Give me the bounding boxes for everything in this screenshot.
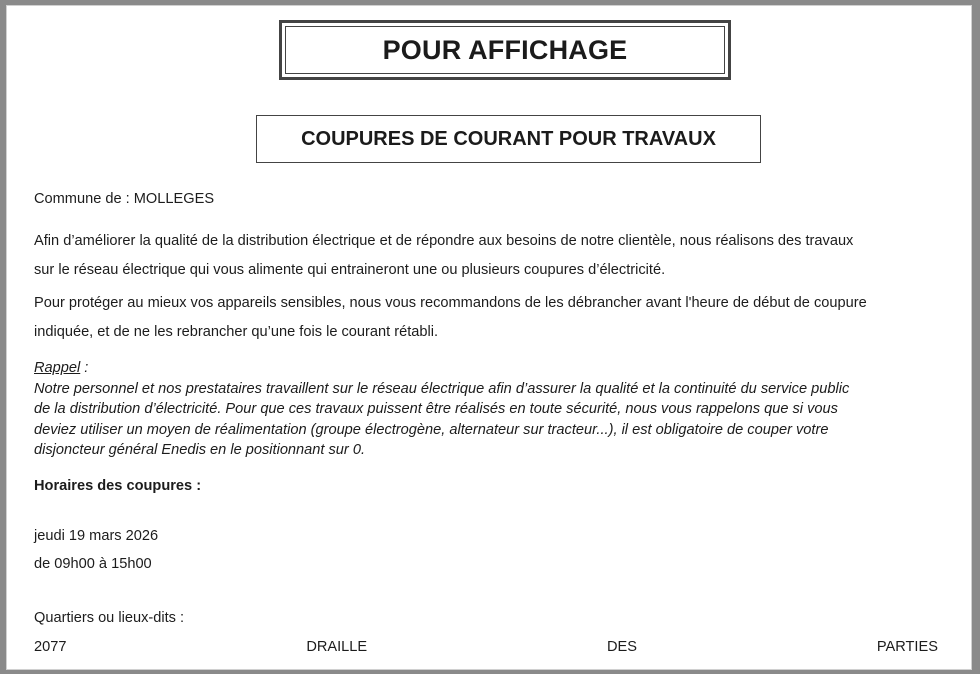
- subtitle-title: COUPURES DE COURANT POUR TRAVAUX: [301, 127, 716, 150]
- schedule-time: de 09h00 à 15h00: [34, 556, 152, 572]
- reminder-line-1: Notre personnel et nos prestataires travaillent sur le réseau électrique afin d’assurer la qualité et la continuité du service public: [34, 380, 850, 397]
- place-word: DES: [607, 639, 638, 655]
- schedule-date: jeudi 19 mars 2026: [34, 528, 159, 544]
- intro-paragraph: [34, 227, 946, 285]
- schedule-heading: Horaires des coupures :: [34, 478, 202, 494]
- banner-title: POUR AFFICHAGE: [382, 34, 628, 65]
- reminder-colon: :: [80, 360, 89, 376]
- reminder-line-4: disjoncteur général Enedis en le positionnant sur 0.: [34, 442, 366, 458]
- place-word: DRAILLE: [306, 639, 368, 655]
- reminder-block: [34, 358, 946, 461]
- intro-line-1: Afin d’améliorer la qualité de la distribution électrique et de répondre aux besoins de notre clientèle, nous réalisons des travaux: [34, 233, 854, 249]
- reminder-line-2: de la distribution d’électricité. Pour que ces travaux puissent être réalisés en toute sécurité, nous vous rappelons que si vous: [34, 401, 838, 417]
- commune-line: Commune de : MOLLEGES: [34, 191, 215, 207]
- reminder-title: Rappel: [34, 360, 81, 376]
- places-heading: Quartiers ou lieux-dits :: [34, 610, 185, 626]
- reminder-line-3: deviez utiliser un moyen de réalimentation (groupe électrogène, alternateur sur tracteur...), il est obligatoire de couper votre: [34, 421, 829, 438]
- subtitle-box: [256, 115, 761, 163]
- notice-sheet: [6, 5, 972, 670]
- advice-line-2: indiquée, et de ne les rebrancher qu’une fois le courant rétabli.: [34, 324, 439, 340]
- banner-box: [279, 20, 731, 80]
- reminder-heading: [34, 358, 946, 379]
- places-list: [34, 635, 938, 659]
- advice-paragraph: [34, 289, 946, 347]
- place-word: 2077: [34, 639, 67, 655]
- place-word: PARTIES: [876, 639, 938, 655]
- advice-line-1: Pour protéger au mieux vos appareils sensibles, nous vous recommandons de les débrancher avant l'heure de début de coupure: [34, 295, 867, 311]
- intro-line-2: sur le réseau électrique qui vous alimente qui entraineront une ou plusieurs coupures d’électricité.: [34, 262, 666, 278]
